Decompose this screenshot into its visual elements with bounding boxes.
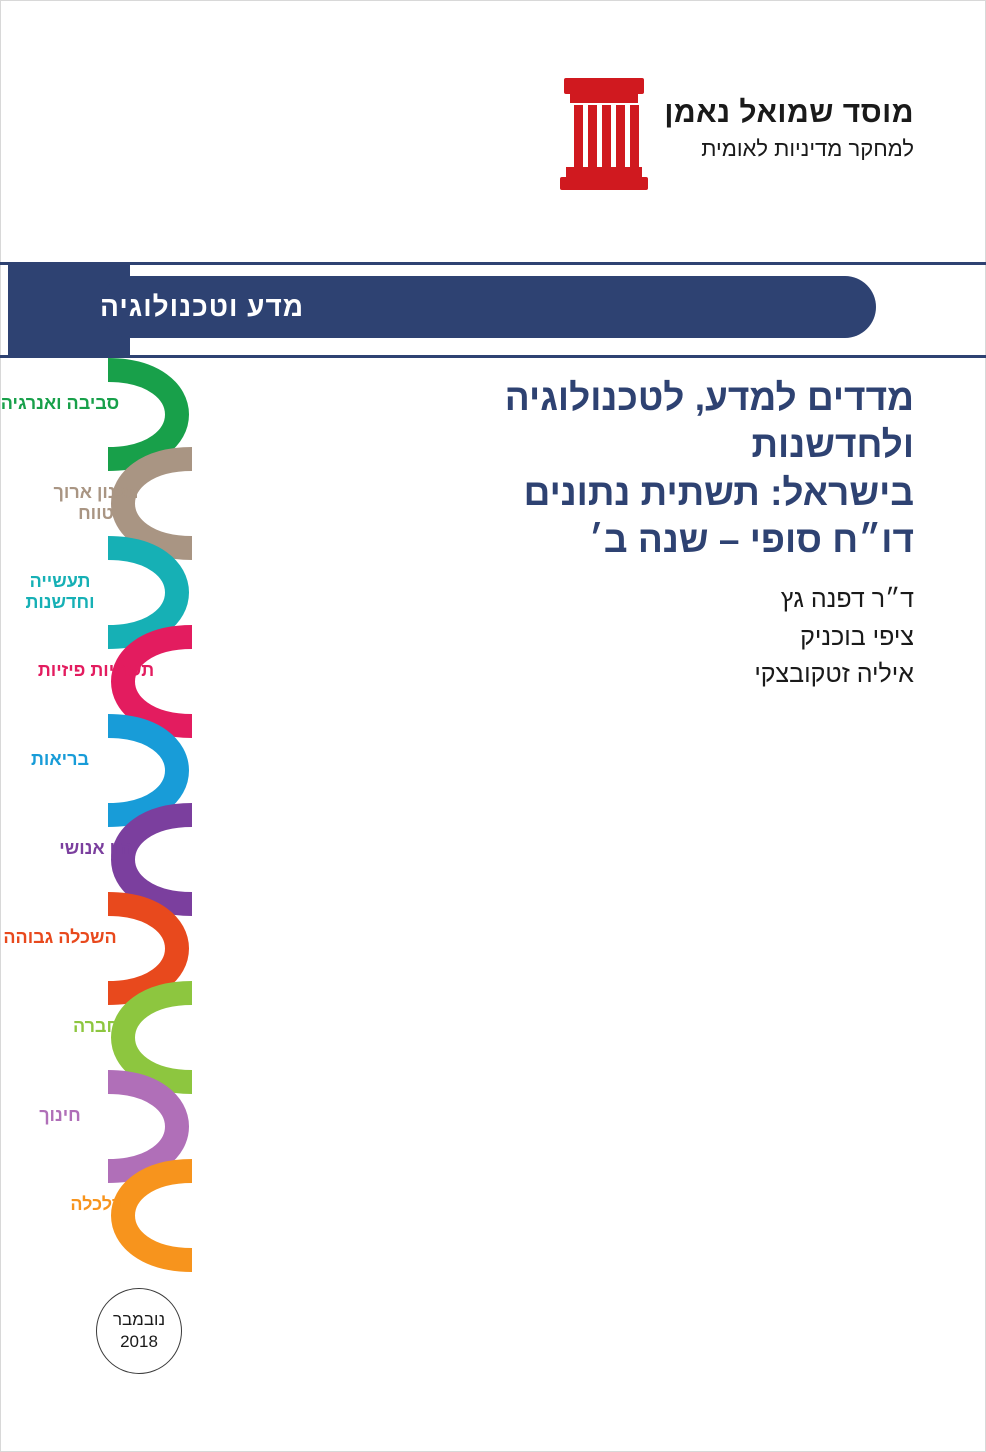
ribbon-segment [123,993,192,1082]
publisher-logo [558,78,914,190]
publisher-subtitle: למחקר מדיניות לאומית [701,135,914,161]
page-title [394,374,914,563]
ribbon-segment-label: סביבה ואנרגיה [0,392,120,413]
ribbon-segment [123,637,192,726]
date-seal [96,1288,182,1374]
ribbon-segment-label: חברה [72,1015,120,1036]
title-line: מדדים למדע, לטכנולוגיה [504,377,914,418]
author-name: ד״ר דפנה גץ [780,585,914,614]
ribbon-segment-label: בריאות [31,748,89,769]
title-line: דו״ח סופי – שנה ב׳ [588,519,914,561]
ribbon-segment [108,370,177,459]
ribbon-segment-label: תעשייה וחדשנות [25,570,95,613]
date-year: 2018 [120,1332,158,1351]
ribbon-segment-label: כלכלה [70,1193,122,1214]
ribbon-segment [123,1171,192,1260]
title-block [394,374,914,694]
pillar-icon [558,78,650,190]
date-month: נובמבר [112,1310,166,1329]
ribbon-segment-label: הון אנושי [59,837,133,858]
banner-label: מדע וטכנולוגיה [100,291,305,322]
ribbon-segment-label: תשתיות פיזיות [37,659,155,680]
ribbon-segment [108,1082,177,1171]
title-line: ולחדשנות [751,424,914,466]
ribbon-segment-label: השכלה גבוהה [3,926,117,947]
banner-tab [100,276,876,338]
ribbon-segment [108,726,177,815]
category-banner [0,262,986,358]
banner-top-rule [0,262,986,265]
ribbon-segment-label: חינוך [39,1104,81,1125]
topic-ribbon-chart [0,352,360,1272]
ribbon-segment [123,815,192,904]
ribbon-segment-label: תכנון ארוך טווח [53,481,139,524]
publisher-name: מוסד שמואל נאמן [664,96,914,129]
title-line: בישראל: תשתית נתונים [523,471,914,513]
ribbon-segment [108,904,177,993]
author-list [394,581,914,694]
author-name: איליה זטקובצקי [754,660,914,689]
author-name: ציפי בוכניק [800,622,914,651]
publisher-logo-text [664,78,914,163]
